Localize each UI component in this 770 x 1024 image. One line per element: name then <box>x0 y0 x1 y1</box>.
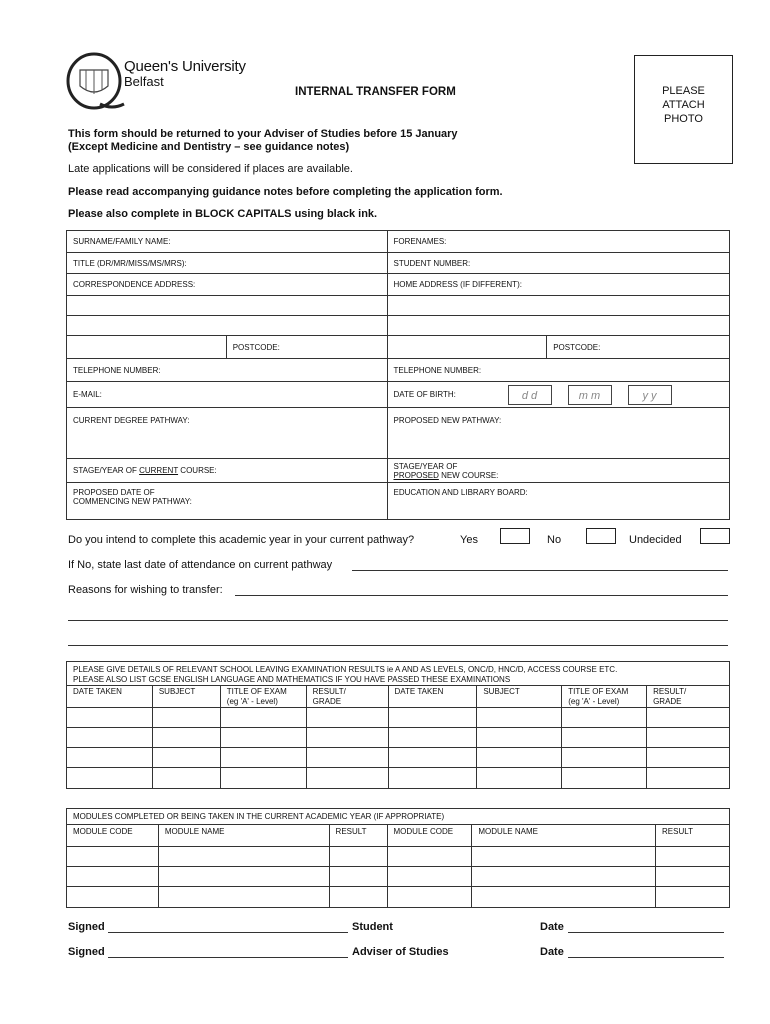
intro-exception: (Except Medicine and Dentistry – see guidance notes) <box>68 141 350 153</box>
photo-label-3: PHOTO <box>664 113 703 125</box>
module-cell[interactable] <box>472 887 656 908</box>
exam-cell[interactable] <box>477 708 562 728</box>
module-col-result-1: RESULT <box>329 825 387 847</box>
correspondence-postcode-field[interactable]: POSTCODE: <box>226 336 387 359</box>
exam-cell[interactable] <box>477 728 562 748</box>
exam-row <box>67 748 730 768</box>
module-cell[interactable] <box>472 847 656 867</box>
education-board-field[interactable]: EDUCATION AND LIBRARY BOARD: <box>387 483 730 520</box>
home-address-line4[interactable] <box>387 336 547 359</box>
last-date-label: If No, state last date of attendance on current pathway <box>68 559 333 571</box>
yes-label: Yes <box>460 534 478 546</box>
exam-row <box>67 708 730 728</box>
exam-cell[interactable] <box>67 708 153 728</box>
module-cell[interactable] <box>67 847 159 867</box>
student-signature-line[interactable] <box>108 932 348 933</box>
exam-cell[interactable] <box>152 748 220 768</box>
correspondence-address-field[interactable]: CORRESPONDENCE ADDRESS: <box>67 274 388 296</box>
exam-col-result-2: RESULT/ GRADE <box>647 686 730 708</box>
dob-year-box[interactable]: y y <box>628 385 672 405</box>
module-cell[interactable] <box>387 867 472 887</box>
module-col-name-1: MODULE NAME <box>158 825 329 847</box>
exam-instructions-1: PLEASE GIVE DETAILS OF RELEVANT SCHOOL LEAVING EXAMINATION RESULTS ie A AND AS LEVELS, ONC/D, HNC/D, ACCESS COURSE ETC. <box>73 664 618 674</box>
current-pathway-field[interactable]: CURRENT DEGREE PATHWAY: <box>67 408 388 459</box>
home-address-field[interactable]: HOME ADDRESS (IF DIFFERENT): <box>387 274 730 296</box>
module-col-code-1: MODULE CODE <box>67 825 159 847</box>
exam-col-title-2: TITLE OF EXAM (eg 'A' - Level) <box>562 686 647 708</box>
exam-instructions <box>67 662 730 686</box>
home-telephone-field[interactable]: TELEPHONE NUMBER: <box>387 359 730 382</box>
personal-details-table <box>66 230 730 520</box>
surname-field[interactable]: SURNAME/FAMILY NAME: <box>67 231 388 253</box>
stage-current-field[interactable] <box>67 459 388 483</box>
exam-cell[interactable] <box>562 748 647 768</box>
reasons-line-1[interactable] <box>235 595 728 596</box>
signed-label-2: Signed <box>68 946 105 958</box>
module-col-result-2: RESULT <box>656 825 730 847</box>
module-row <box>67 867 730 887</box>
forenames-field[interactable]: FORENAMES: <box>387 231 730 253</box>
exam-results-table <box>66 661 730 789</box>
student-number-field[interactable]: STUDENT NUMBER: <box>387 253 730 274</box>
photo-label-1: PLEASE <box>662 85 705 97</box>
exam-row <box>67 768 730 789</box>
home-postcode-field[interactable]: POSTCODE: <box>547 336 730 359</box>
no-checkbox[interactable] <box>586 528 616 544</box>
exam-cell[interactable] <box>306 768 388 789</box>
dob-month-box[interactable]: m m <box>568 385 612 405</box>
exam-cell[interactable] <box>388 728 477 748</box>
complete-year-question: Do you intend to complete this academic year in your current pathway? <box>68 534 415 546</box>
intro-late: Late applications will be considered if places are available. <box>68 163 353 175</box>
exam-cell[interactable] <box>647 748 730 768</box>
crest-icon <box>66 52 126 114</box>
reasons-line-3[interactable] <box>68 645 728 646</box>
exam-cell[interactable] <box>67 728 153 748</box>
student-date-line[interactable] <box>568 932 724 933</box>
telephone-field[interactable]: TELEPHONE NUMBER: <box>67 359 388 382</box>
module-cell[interactable] <box>656 847 730 867</box>
proposed-date-field[interactable] <box>67 483 388 520</box>
exam-cell[interactable] <box>67 748 153 768</box>
module-row <box>67 887 730 908</box>
last-date-line[interactable] <box>352 570 728 571</box>
email-field[interactable]: E-MAIL: <box>67 382 388 408</box>
proposed-date-label-1: PROPOSED DATE OF <box>73 488 155 497</box>
module-cell[interactable] <box>472 867 656 887</box>
correspondence-address-line4[interactable] <box>67 336 227 359</box>
proposed-date-label-2: COMMENCING NEW PATHWAY: <box>73 497 192 506</box>
module-cell[interactable] <box>656 887 730 908</box>
module-col-code-2: MODULE CODE <box>387 825 472 847</box>
exam-col-date-2: DATE TAKEN <box>388 686 477 708</box>
adviser-date-line[interactable] <box>568 957 724 958</box>
correspondence-address-line2[interactable] <box>67 296 388 316</box>
exam-cell[interactable] <box>220 748 306 768</box>
dob-label: DATE OF BIRTH: <box>393 389 456 399</box>
stage-current-underline: CURRENT <box>139 466 179 475</box>
date-label-2: Date <box>540 946 564 958</box>
exam-cell[interactable] <box>306 728 388 748</box>
logo-name: Queen's University <box>124 58 246 75</box>
form-title: INTERNAL TRANSFER FORM <box>295 86 456 98</box>
modules-instructions: MODULES COMPLETED OR BEING TAKEN IN THE CURRENT ACADEMIC YEAR (IF APPROPRIATE) <box>67 809 730 825</box>
stage-current-label: STAGE/YEAR OF <box>73 466 140 475</box>
stage-current-suffix: COURSE: <box>178 466 217 475</box>
reasons-line-2[interactable] <box>68 620 728 621</box>
exam-col-subject-1: SUBJECT <box>152 686 220 708</box>
student-label: Student <box>352 921 393 933</box>
exam-row <box>67 728 730 748</box>
dob-day-box[interactable]: d d <box>508 385 552 405</box>
exam-cell[interactable] <box>388 768 477 789</box>
exam-cell[interactable] <box>306 748 388 768</box>
exam-instructions-2: PLEASE ALSO LIST GCSE ENGLISH LANGUAGE AND MATHEMATICS IF YOU HAVE PASSED THESE EXAMINATIONS <box>73 674 511 684</box>
module-cell[interactable] <box>329 847 387 867</box>
module-col-name-2: MODULE NAME <box>472 825 656 847</box>
undecided-checkbox[interactable] <box>700 528 730 544</box>
modules-table <box>66 808 730 908</box>
correspondence-address-line3[interactable] <box>67 316 388 336</box>
stage-proposed-suffix: NEW COURSE: <box>438 470 499 480</box>
title-field[interactable]: TITLE (DR/MR/MISS/MS/MRS): <box>67 253 388 274</box>
adviser-label: Adviser of Studies <box>352 946 449 958</box>
module-cell[interactable] <box>656 867 730 887</box>
proposed-pathway-field[interactable]: PROPOSED NEW PATHWAY: <box>387 408 730 459</box>
signed-label-1: Signed <box>68 921 105 933</box>
exam-cell[interactable] <box>647 708 730 728</box>
exam-cell[interactable] <box>562 708 647 728</box>
reasons-label: Reasons for wishing to transfer: <box>68 584 223 596</box>
adviser-signature-line[interactable] <box>108 957 348 958</box>
exam-col-title-1: TITLE OF EXAM (eg 'A' - Level) <box>220 686 306 708</box>
exam-cell[interactable] <box>152 728 220 748</box>
yes-checkbox[interactable] <box>500 528 530 544</box>
exam-cell[interactable] <box>220 728 306 748</box>
exam-cell[interactable] <box>306 708 388 728</box>
home-address-line2[interactable] <box>387 296 730 316</box>
module-row <box>67 847 730 867</box>
exam-cell[interactable] <box>388 748 477 768</box>
dob-field[interactable] <box>387 382 730 408</box>
exam-cell[interactable] <box>67 768 153 789</box>
exam-col-subject-2: SUBJECT <box>477 686 562 708</box>
stage-proposed-underline: PROPOSED <box>393 470 439 480</box>
intro-caps: Please also complete in BLOCK CAPITALS using black ink. <box>68 208 378 220</box>
intro-read: Please read accompanying guidance notes before completing the application form. <box>68 186 503 198</box>
logo-location: Belfast <box>124 74 164 89</box>
exam-cell[interactable] <box>562 768 647 789</box>
exam-col-result-1: RESULT/ GRADE <box>306 686 388 708</box>
stage-proposed-field[interactable] <box>387 459 730 483</box>
date-label-1: Date <box>540 921 564 933</box>
undecided-label: Undecided <box>629 534 682 546</box>
module-cell[interactable] <box>387 887 472 908</box>
home-address-line3[interactable] <box>387 316 730 336</box>
module-cell[interactable] <box>67 867 159 887</box>
exam-cell[interactable] <box>220 708 306 728</box>
module-cell[interactable] <box>329 867 387 887</box>
exam-cell[interactable] <box>647 768 730 789</box>
exam-cell[interactable] <box>220 768 306 789</box>
exam-cell[interactable] <box>562 728 647 748</box>
module-cell[interactable] <box>67 887 159 908</box>
photo-label-2: ATTACH <box>662 99 705 111</box>
exam-cell[interactable] <box>647 728 730 748</box>
exam-cell[interactable] <box>477 768 562 789</box>
module-cell[interactable] <box>387 847 472 867</box>
no-label: No <box>547 534 562 546</box>
exam-cell[interactable] <box>152 708 220 728</box>
exam-cell[interactable] <box>152 768 220 789</box>
intro-deadline: This form should be returned to your Adviser of Studies before 15 January <box>68 128 458 140</box>
module-cell[interactable] <box>158 887 329 908</box>
module-cell[interactable] <box>158 847 329 867</box>
exam-cell[interactable] <box>477 748 562 768</box>
stage-proposed-label: STAGE/YEAR OF <box>393 461 458 471</box>
module-cell[interactable] <box>158 867 329 887</box>
photo-box <box>634 55 733 164</box>
exam-col-date-1: DATE TAKEN <box>67 686 153 708</box>
module-cell[interactable] <box>329 887 387 908</box>
exam-cell[interactable] <box>388 708 477 728</box>
